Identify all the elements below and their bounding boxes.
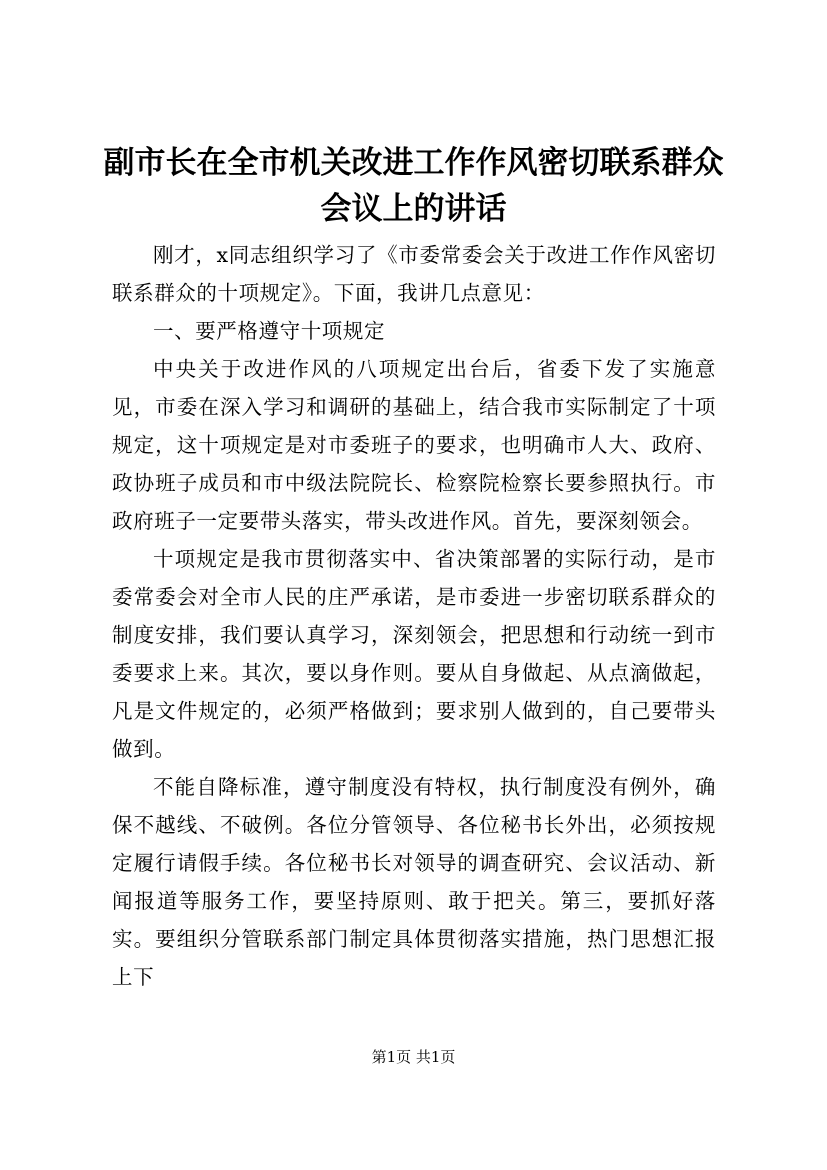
title-line-1: 副市长在全市机关改进工作作风密切联系群众: [103, 145, 724, 181]
document-title: [100, 140, 727, 232]
section-heading: 一、要严格遵守十项规定: [153, 319, 386, 343]
page-footer: 第1页 共1页: [371, 1048, 456, 1066]
paragraph-intro: 刚才，x同志组织学习了《市委常委会关于改进工作作风密切联系群众的十项规定》。下面，我讲几点意见：: [112, 243, 716, 305]
paragraph: 不能自降标准，遵守制度没有特权，执行制度没有例外，确保不越线、不破例。各位分管领导、各位秘书长外出，必须按规定履行请假手续。各位秘书长对领导的调查研究、会议活动、新闻报道等服务工作，要坚持原则、敢于把关。第三，要抓好落实。要组织分管联系部门制定具体贯彻落实措施，热门思想汇报上下: [112, 775, 716, 989]
paragraph: 中央关于改进作风的八项规定出台后，省委下发了实施意见，市委在深入学习和调研的基础上，结合我市实际制定了十项规定，这十项规定是对市委班子的要求，也明确市人大、政府、政协班子成员和市中级法院院长、检察院检察长要参照执行。市政府班子一定要带头落实，带头改进作风。首先，要深刻领会。: [112, 357, 716, 533]
paragraph: 十项规定是我市贯彻落实中、省决策部署的实际行动，是市委常委会对全市人民的庄严承诺，是市委进一步密切联系群众的制度安排，我们要认真学习，深刻领会，把思想和行动统一到市委要求上来。其次，要以身作则。要从自身做起、从点滴做起，凡是文件规定的，必须严格做到；要求别人做到的，自己要带头做到。: [112, 547, 716, 761]
title-line-2: 会议上的讲话: [320, 191, 507, 227]
document-body: [112, 236, 716, 996]
